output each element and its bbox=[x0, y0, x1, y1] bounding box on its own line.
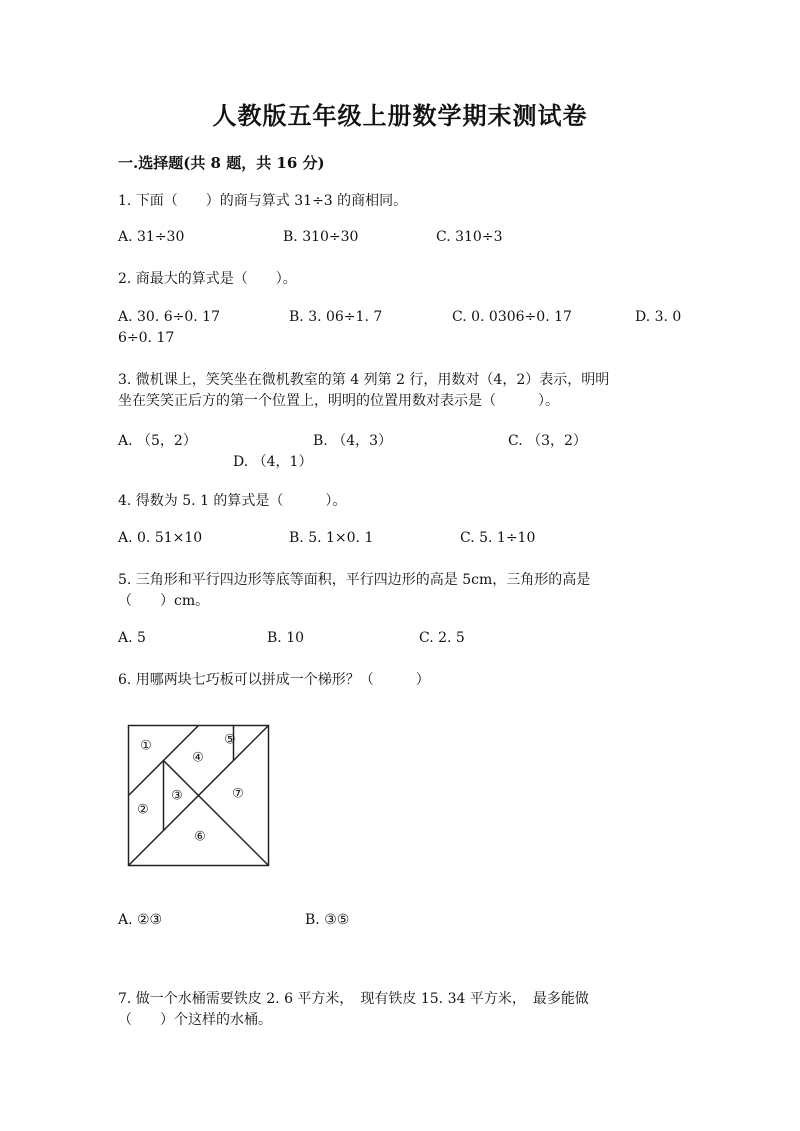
tangram-label-6: ⑥ bbox=[194, 829, 206, 845]
tangram-figure bbox=[124, 718, 274, 868]
q4-option-b[interactable]: B. 5. 1×0. 1 bbox=[289, 530, 374, 546]
tangram-label-5: ⑤ bbox=[224, 732, 236, 748]
question-1: 1. 下面（ ）的商与算式 31÷3 的商相同。 bbox=[118, 193, 408, 209]
q3-option-a[interactable]: A. （5，2） bbox=[118, 433, 197, 449]
question-3-line-2: 坐在笑笑正后方的第一个位置上，明明的位置用数对表示是（ ）。 bbox=[118, 393, 559, 409]
q3-option-d[interactable]: D. （4，1） bbox=[233, 454, 313, 470]
question-7-line-1: 7. 做一个水桶需要铁皮 2. 6 平方米， 现有铁皮 15. 34 平方米， 最多能做 bbox=[118, 991, 589, 1007]
question-7-line-2: （ ）个这样的水桶。 bbox=[118, 1012, 272, 1028]
q5-option-b[interactable]: B. 10 bbox=[267, 630, 305, 646]
tangram-label-7: ⑦ bbox=[232, 786, 244, 802]
tangram-label-2: ② bbox=[137, 802, 149, 818]
q5-option-c[interactable]: C. 2. 5 bbox=[419, 630, 465, 646]
q6-option-a[interactable]: A. ②③ bbox=[118, 912, 163, 928]
tangram-label-3: ③ bbox=[171, 788, 183, 804]
q5-option-a[interactable]: A. 5 bbox=[118, 630, 146, 646]
page-title: 人教版五年级上册数学期末测试卷 bbox=[212, 101, 588, 130]
question-5-line-1: 5. 三角形和平行四边形等底等面积，平行四边形的高是 5cm，三角形的高是 bbox=[118, 572, 591, 588]
tangram-lower-right-edge bbox=[199, 796, 269, 866]
question-3-line-1: 3. 微机课上，笑笑坐在微机教室的第 4 列第 2 行，用数对（4，2）表示，明明 bbox=[118, 372, 610, 388]
q2-option-b[interactable]: B. 3. 06÷1. 7 bbox=[289, 309, 383, 325]
q3-option-c[interactable]: C. （3，2） bbox=[508, 433, 587, 449]
q1-option-b[interactable]: B. 310÷30 bbox=[283, 229, 359, 245]
section-heading: 一.选择题(共 8 题，共 16 分) bbox=[118, 154, 325, 172]
q1-option-c[interactable]: C. 310÷3 bbox=[436, 229, 503, 245]
q4-option-a[interactable]: A. 0. 51×10 bbox=[118, 530, 203, 546]
question-4: 4. 得数为 5. 1 的算式是（ ）。 bbox=[118, 493, 347, 509]
tangram-label-4: ④ bbox=[192, 750, 204, 766]
q4-option-c[interactable]: C. 5. 1÷10 bbox=[460, 530, 536, 546]
q6-option-b[interactable]: B. ③⑤ bbox=[305, 912, 350, 928]
q2-option-d[interactable]: D. 3. 0 bbox=[635, 309, 682, 325]
question-2: 2. 商最大的算式是（ ）。 bbox=[118, 271, 297, 287]
tangram-label-1: ① bbox=[140, 738, 152, 754]
q3-option-b[interactable]: B. （4，3） bbox=[313, 433, 393, 449]
q2-option-c[interactable]: C. 0. 0306÷0. 17 bbox=[452, 309, 572, 325]
question-5-line-2: （ ）cm。 bbox=[118, 593, 210, 609]
q1-option-a[interactable]: A. 31÷30 bbox=[118, 229, 185, 245]
question-6: 6. 用哪两块七巧板可以拼成一个梯形？（ ） bbox=[118, 672, 430, 688]
q2-option-d-continued: 6÷0. 17 bbox=[118, 330, 175, 346]
q2-option-a[interactable]: A. 30. 6÷0. 17 bbox=[118, 309, 220, 325]
